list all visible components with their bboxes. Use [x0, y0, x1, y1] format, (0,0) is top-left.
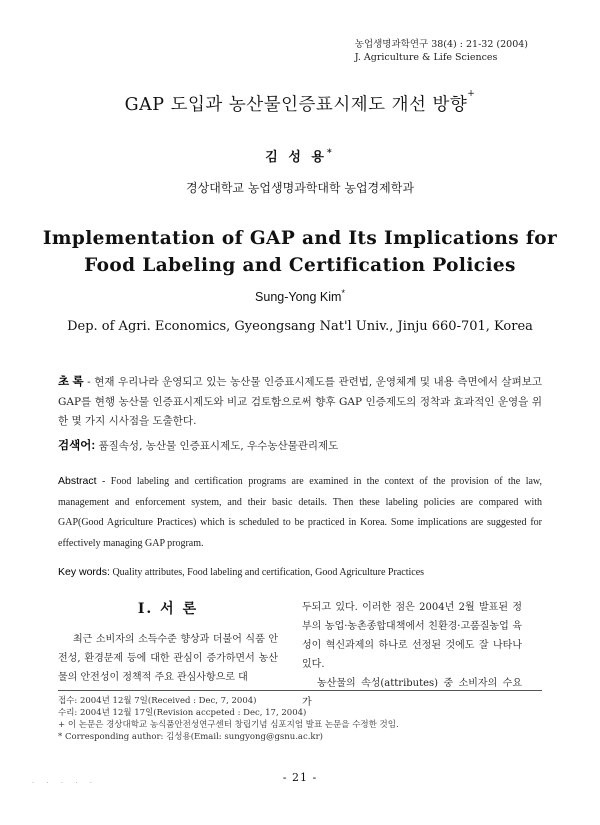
english-title-line1: Implementation of GAP and Its Implications for: [42, 228, 558, 249]
korean-affiliation: 경상대학교 농업생명과학대학 농업경제학과: [186, 181, 414, 195]
english-author: [0, 288, 600, 304]
scan-artifact: · · · · ·: [32, 779, 98, 787]
journal-citation-ko: 농업생명과학연구 38(4) : 21-32 (2004): [354, 39, 528, 50]
english-author-name: Sung-Yong Kim: [255, 290, 342, 305]
footnote-accepted: 수리: 2004년 12월 17일(Revision accpeted : Dec, 17, 2004): [58, 708, 307, 718]
english-title: [0, 225, 600, 279]
abstract-text: - Food labeling and certification programs are examined in the context of the provision of the law, management and enforcement system, and their basic details. Then these labeling policies are compared with GAP(Good Agriculture Practices) which is scheduled to be practiced in Korea. Some implications are suggested for effectively managing GAP program.: [58, 476, 542, 549]
title-footnote-mark: +: [467, 89, 476, 99]
english-title-line2: Food Labeling and Certification Policies: [84, 255, 516, 276]
keywords-label: Key words:: [58, 566, 110, 578]
korean-keywords-text: 품질속성, 농산물 인증표시제도, 우수농산물관리제도: [95, 440, 339, 452]
korean-title: [0, 91, 600, 116]
body-paragraph: 최근 소비자의 소득수준 향상과 더불어 식품 안전성, 환경문제 등에 대한 관심이 증가하면서 농산물의 안전성이 정책적 주요 관심사항으로 대: [58, 634, 278, 683]
footnote-corresponding: * Corresponding author: 김성용(Email: sungyong@gsnu.ac.kr): [58, 732, 323, 742]
footnote-note: + 이 논문은 경상대학교 농식품안전성연구센터 창립기념 심포지엄 발표 논문을 수정한 것임.: [58, 720, 399, 730]
footnotes: [58, 695, 542, 743]
korean-keywords: [58, 437, 542, 457]
journal-header: [355, 38, 528, 64]
footnote-divider: [58, 690, 542, 691]
korean-title-text: GAP 도입과 농산물인증표시제도 개선 방향: [124, 95, 468, 115]
korean-keywords-label: 검색어:: [58, 440, 96, 452]
korean-author: [0, 146, 600, 165]
abstract-label: Abstract: [58, 475, 97, 487]
page-number: - 21 -: [282, 771, 318, 784]
body-paragraph: 농산물의 속성(attributes) 중 소비자의 수요가: [302, 678, 522, 708]
section-heading-introduction: Ⅰ. 서 론: [137, 601, 199, 617]
body-column-left: [58, 630, 278, 687]
body-paragraph-continued: 두되고 있다. 이러한 점은 2004년 2월 발표된 정부의 농업·농촌종합대책에서 친환경·고품질농업 육성이 혁신과제의 하나로 선정된 것에도 잘 나타나 있다.: [302, 602, 522, 670]
english-author-mark: *: [341, 288, 345, 298]
english-keywords: [58, 566, 542, 578]
english-affiliation: Dep. of Agri. Economics, Gyeongsang Nat'l Univ., Jinju 660-701, Korea: [67, 319, 533, 334]
english-abstract: [58, 471, 542, 554]
korean-summary-text: - 현재 우리나라 운영되고 있는 농산물 인증표시제도를 관련법, 운영체계 및 내용 측면에서 살펴보고 GAP를 현행 농산물 인증표시제도와 비교 검토함으로써 향후 GAP 인증제도의 정착과 효과적인 운영을 위한 몇 가지 시사점을 도출한다.: [58, 376, 542, 427]
korean-author-name: 김 성 용: [265, 150, 327, 165]
korean-summary-label: 초 록: [58, 376, 84, 388]
keywords-text: Quality attributes, Food labeling and certification, Good Agriculture Practices: [109, 567, 425, 578]
journal-name-en: J. Agriculture & Life Sciences: [354, 52, 498, 63]
korean-summary: [58, 373, 542, 432]
footnote-received: 접수: 2004년 12월 7일(Received : Dec, 7, 2004): [58, 696, 257, 706]
author-footnote-mark: *: [327, 148, 335, 159]
